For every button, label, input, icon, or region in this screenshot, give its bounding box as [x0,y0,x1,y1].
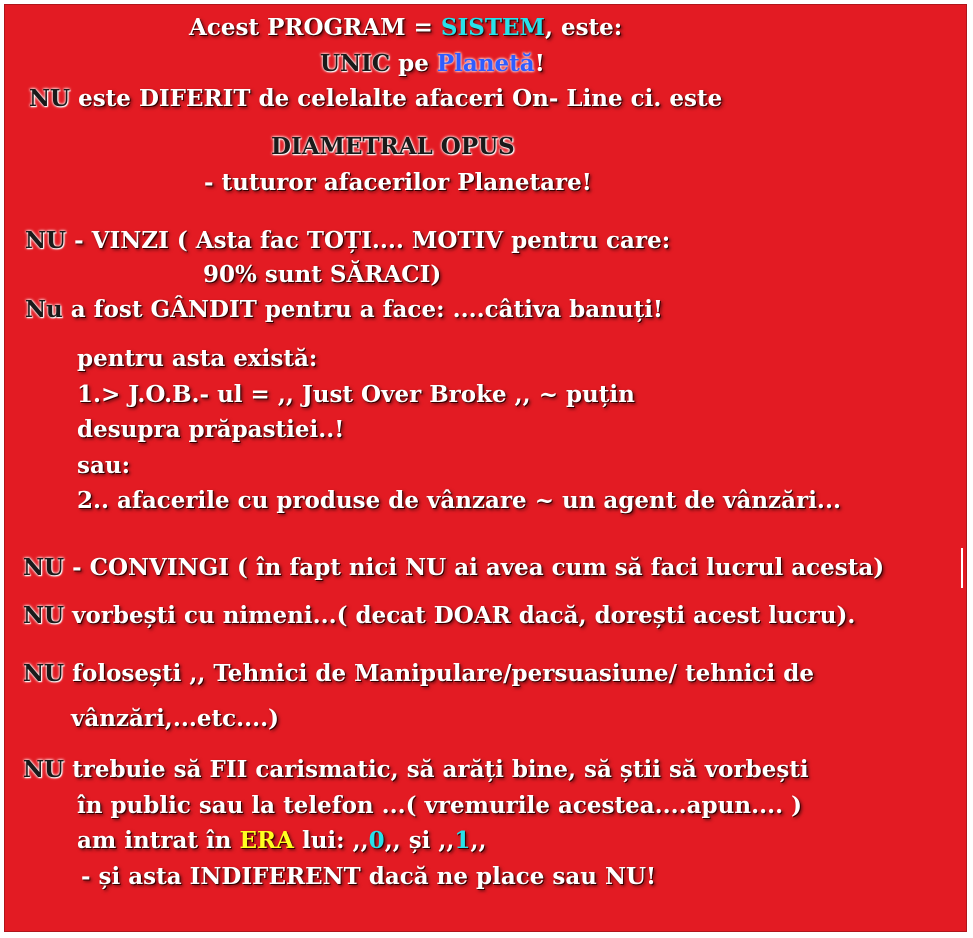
diferit-line: NU este DIFERIT de celelalte afaceri On- Line ci. este [29,85,723,112]
prapastiei-line: desupra prăpastiei..! [77,416,345,443]
tehnici-line: NU folosești ,, Tehnici de Manipulare/persuasiune/ tehnici de [23,660,814,687]
era-highlight: ERA [239,827,294,854]
unic-line: UNIC pe Planetă! [320,50,545,77]
sau-line: sau: [77,452,131,479]
convingi-line: NU - CONVINGI ( în fapt nici NU ai avea cum să faci lucrul acesta) [23,554,885,581]
public-line: în public sau la telefon ...( vremurile acestea....apun.... ) [77,792,803,819]
era-line: am intrat în ERA lui: ,,0,, și ,,1,, [77,827,487,854]
headline-line: Acest PROGRAM = SISTEM, este: [189,14,623,41]
afaceri-vanzare-line: 2.. afacerile cu produse de vânzare ~ un agent de vânzări... [77,487,841,514]
vorbesti-line: NU vorbești cu nimeni...( decat DOAR dacă, dorești acest lucru). [23,602,856,629]
vertical-divider [961,548,963,588]
exista-line: pentru asta există: [77,345,318,372]
planeta-highlight: Planetă [436,50,535,77]
vinzi-line: NU - VINZI ( Asta fac TOȚI.... MOTIV pentru care: [25,227,671,254]
diametral-opus-line: DIAMETRAL OPUS [271,133,515,160]
job-line: 1.> J.O.B.- ul = ,, Just Over Broke ,, ~ puțin [77,381,635,408]
vanzari-etc-line: vânzări,...etc....) [71,705,280,732]
indiferent-line: - și asta INDIFERENT dacă ne place sau NU! [81,863,657,890]
gandit-line: Nu a fost GÂNDIT pentru a face: ....câtiva banuți! [25,296,664,323]
zero-highlight: 0 [368,827,385,854]
sistem-highlight: SISTEM [440,14,545,41]
planetare-line: - tuturor afacerilor Planetare! [204,169,592,196]
promo-poster [4,4,967,932]
carismatic-line: NU trebuie să FII carismatic, să arăți bine, să știi să vorbești [23,756,809,783]
one-highlight: 1 [454,827,471,854]
saraci-line: 90% sunt SĂRACI) [203,261,442,288]
